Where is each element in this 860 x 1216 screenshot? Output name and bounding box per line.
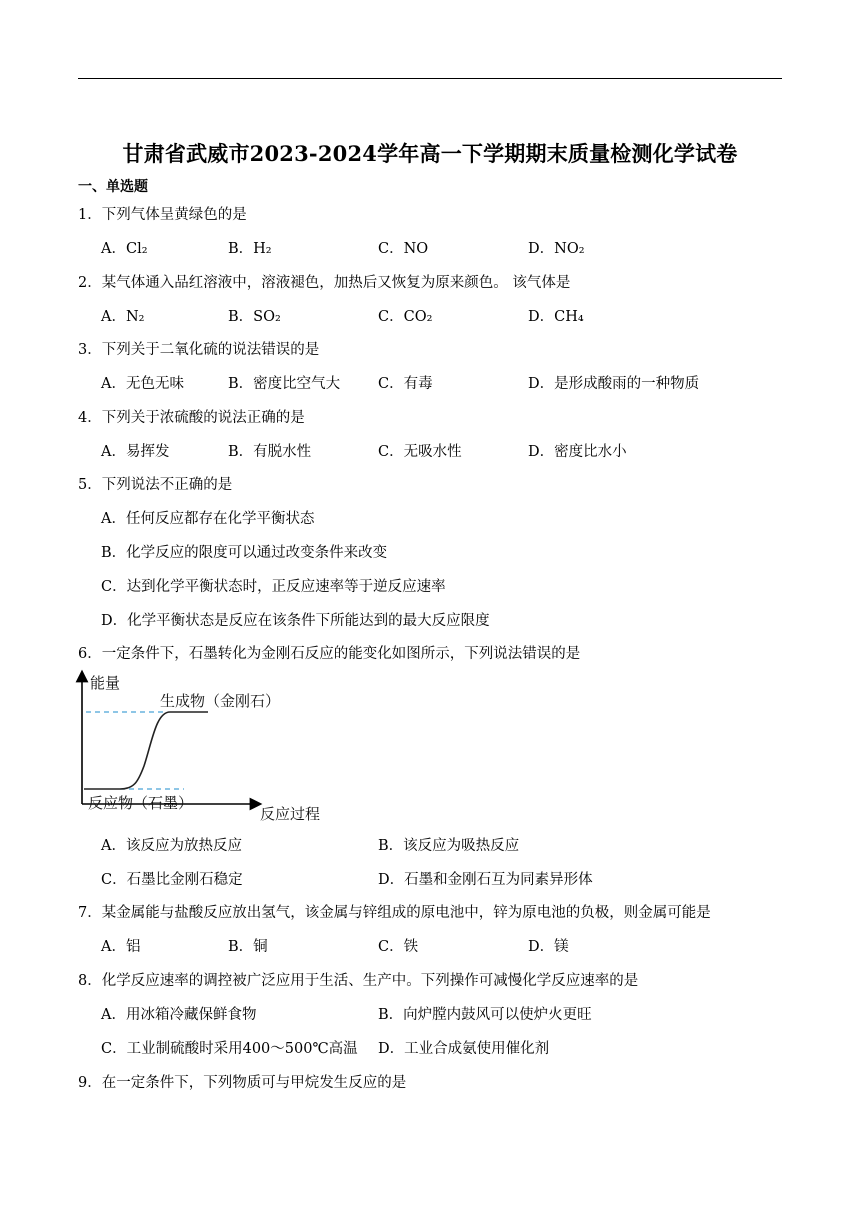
header-rule <box>78 78 782 79</box>
question-3-option-b: B．密度比空气大 <box>228 376 341 392</box>
question-3-stem: 3．下列关于二氧化硫的说法错误的是 <box>78 342 320 358</box>
question-2-option-b: B．SO₂ <box>228 309 281 325</box>
question-8-option-a: A．用冰箱冷藏保鲜食物 <box>101 1007 257 1023</box>
y-axis-label: 能量 <box>90 674 121 692</box>
question-7-option-c: C．铁 <box>378 939 419 955</box>
question-7-stem: 7．某金属能与盐酸反应放出氢气，该金属与锌组成的原电池中，锌为原电池的负极，则金属可能是 <box>78 905 711 921</box>
reactant-label: 反应物（石墨） <box>88 794 194 812</box>
question-5-option-d: D．化学平衡状态是反应在该条件下所能达到的最大反应限度 <box>101 613 490 629</box>
question-1-option-b: B．H₂ <box>228 241 272 257</box>
energy-curve <box>84 712 208 789</box>
question-8-option-b: B．向炉膛内鼓风可以使炉火更旺 <box>378 1007 592 1023</box>
question-5-stem: 5．下列说法不正确的是 <box>78 477 233 493</box>
question-3-option-a: A．无色无味 <box>101 376 184 392</box>
product-label: 生成物（金刚石） <box>160 692 281 710</box>
question-4-stem: 4．下列关于浓硫酸的说法正确的是 <box>78 410 305 426</box>
question-1-option-a: A．Cl₂ <box>101 241 148 257</box>
question-6-option-d: D．石墨和金刚石互为同素异形体 <box>378 872 593 888</box>
question-1-stem: 1．下列气体呈黄绿色的是 <box>78 207 247 223</box>
question-7-option-a: A．铝 <box>101 939 141 955</box>
question-8-option-c: C．工业制硫酸时采用400～500℃高温 <box>101 1041 358 1057</box>
question-4-option-d: D．密度比水小 <box>528 444 627 460</box>
question-7-option-b: B．铜 <box>228 939 268 955</box>
question-4-option-c: C．无吸水性 <box>378 444 462 460</box>
question-1-option-d: D．NO₂ <box>528 241 585 257</box>
question-5-option-c: C．达到化学平衡状态时，正反应速率等于逆反应速率 <box>101 579 446 595</box>
question-8-stem: 8．化学反应速率的调控被广泛应用于生活、生产中。下列操作可减慢化学反应速率的是 <box>78 973 639 989</box>
question-2-option-a: A．N₂ <box>101 309 145 325</box>
question-1-option-c: C．NO <box>378 241 429 257</box>
question-8-option-d: D．工业合成氨使用催化剂 <box>378 1041 550 1057</box>
section-heading: 一、单选题 <box>78 179 148 195</box>
question-6-option-a: A．该反应为放热反应 <box>101 838 242 854</box>
question-2-option-c: C．CO₂ <box>378 309 433 325</box>
energy-diagram <box>72 668 342 830</box>
question-4-option-b: B．有脱水性 <box>228 444 312 460</box>
page-title: 甘肃省武威市2023-2024学年高一下学期期末质量检测化学试卷 <box>122 141 738 166</box>
question-2-option-d: D．CH₄ <box>528 309 584 325</box>
question-3-option-d: D．是形成酸雨的一种物质 <box>528 376 700 392</box>
x-axis-label: 反应过程 <box>260 805 321 823</box>
question-6-option-b: B．该反应为吸热反应 <box>378 838 520 854</box>
question-3-option-c: C．有毒 <box>378 376 433 392</box>
question-5-option-b: B．化学反应的限度可以通过改变条件来改变 <box>101 545 388 561</box>
question-6-option-c: C．石墨比金刚石稳定 <box>101 872 243 888</box>
question-2-stem: 2．某气体通入品红溶液中，溶液褪色，加热后又恢复为原来颜色。 该气体是 <box>78 275 571 291</box>
question-7-option-d: D．镁 <box>528 939 569 955</box>
question-6-stem: 6．一定条件下，石墨转化为金刚石反应的能变化如图所示，下列说法错误的是 <box>78 646 581 662</box>
question-4-option-a: A．易挥发 <box>101 444 170 460</box>
question-5-option-a: A．任何反应都存在化学平衡状态 <box>101 511 315 527</box>
energy-diagram-svg <box>72 668 342 830</box>
question-9-stem: 9．在一定条件下，下列物质可与甲烷发生反应的是 <box>78 1075 407 1091</box>
